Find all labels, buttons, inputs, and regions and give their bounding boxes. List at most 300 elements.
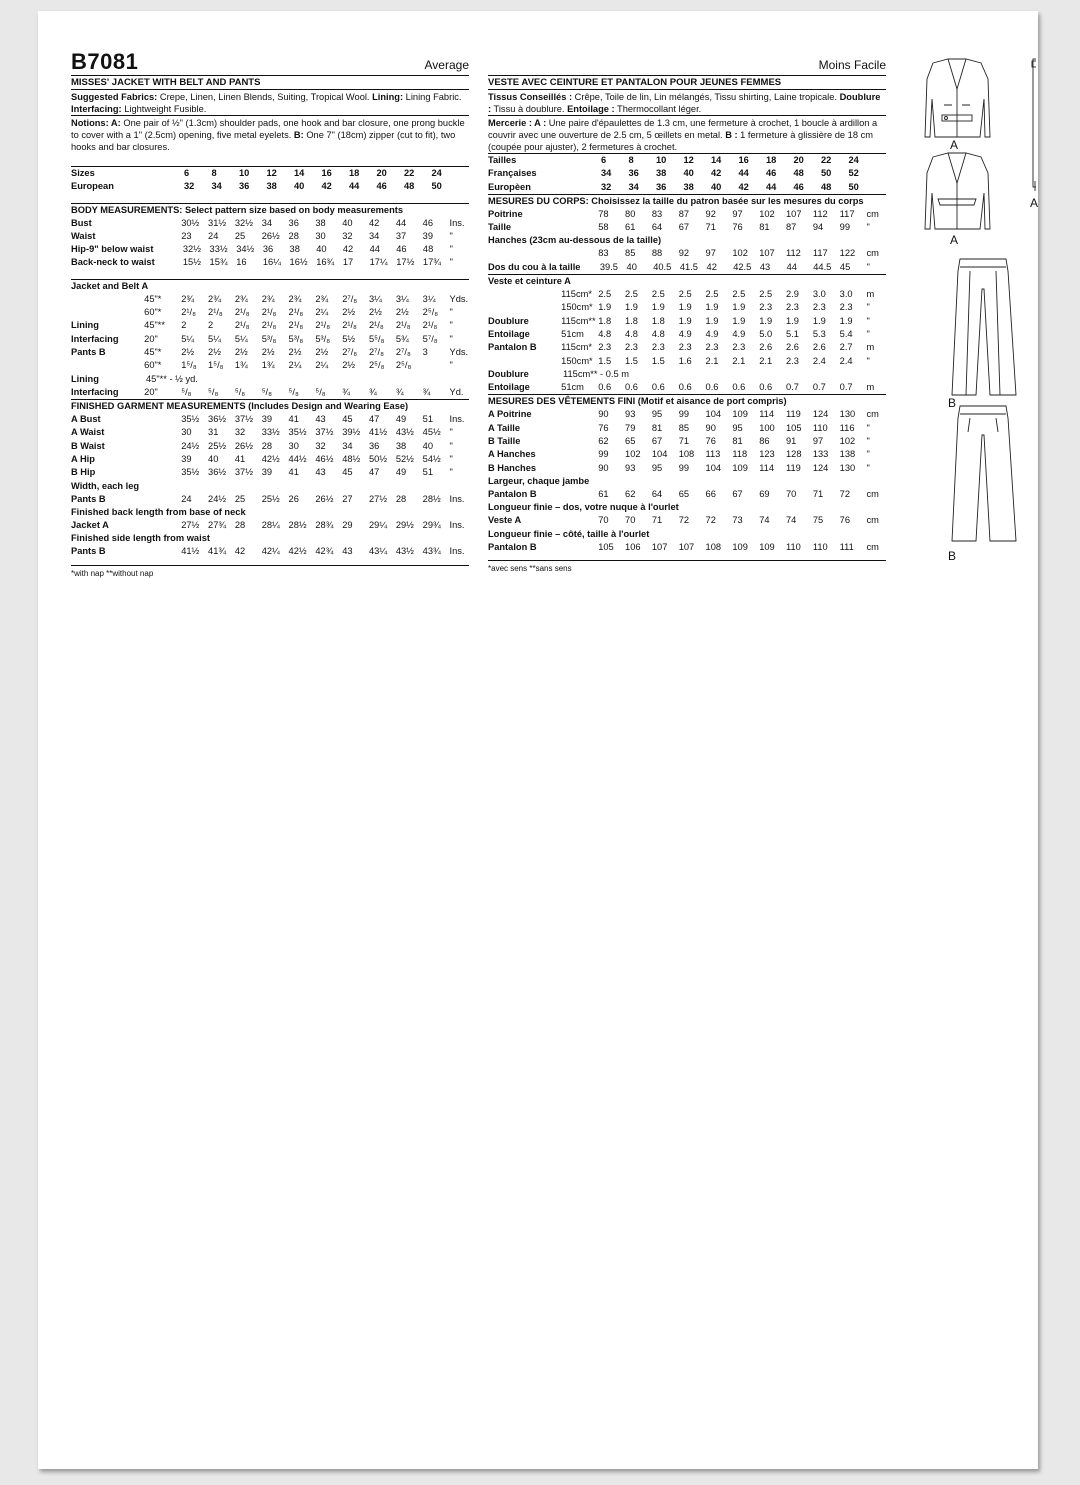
table-row: [71, 426, 469, 439]
row-label: Bust: [71, 217, 92, 228]
cell-value: 117: [839, 208, 855, 219]
cell-value: 48: [821, 181, 832, 192]
row-label: [71, 359, 144, 372]
cell-value: 2¹/₈: [288, 307, 304, 318]
cell-value: 2⁷/₈: [369, 346, 384, 357]
table-row: [71, 440, 469, 453]
cell-unit: ": [449, 244, 453, 255]
row-label: Pants B: [71, 346, 106, 357]
cell-value: 2½: [181, 346, 195, 357]
cell-value: 91: [786, 436, 797, 447]
cell-value: 2.5: [705, 289, 719, 300]
row-label: A Poitrine: [488, 409, 532, 420]
cell-value: 2¹/₈: [208, 307, 223, 318]
cell-value: ⁵/₈: [181, 386, 192, 397]
cell-value: 37½: [234, 414, 253, 425]
table-row: [71, 306, 469, 319]
cell-value: 24: [431, 168, 442, 178]
cell-value: 1.9: [678, 315, 692, 326]
cell-value: 76: [598, 422, 609, 433]
cell-value: 39: [261, 414, 273, 425]
cell-value: 104: [651, 449, 668, 460]
cell-value: 86: [759, 436, 770, 447]
cell-value: 2½: [288, 346, 302, 357]
cell-value: 34: [628, 181, 639, 192]
row-label: Pants B: [71, 493, 106, 504]
cell-value: 28¾: [315, 519, 334, 530]
cell-value: 128: [786, 449, 802, 460]
row-width: 20": [144, 386, 158, 397]
table-row: [488, 247, 886, 260]
row-label: Tailles: [488, 155, 517, 165]
cell-value: 2.3: [732, 342, 746, 353]
cell-value: 2½: [315, 346, 329, 357]
table-row: [488, 448, 886, 461]
cell-value: 99: [839, 222, 851, 233]
row-width: 45"*: [144, 293, 162, 304]
row-width: 51cm: [561, 382, 584, 393]
row-label: A Hanches: [488, 449, 536, 460]
row-label: [488, 288, 561, 301]
cell-value: 17¼: [369, 257, 388, 268]
cell-value: 5³/₈: [261, 333, 277, 344]
cell-value: 1.6: [678, 355, 692, 366]
cell-value: 0.6: [625, 382, 638, 393]
cell-value: 38: [683, 181, 694, 192]
cell-value: 2⁵/₈: [422, 307, 439, 318]
cell-value: 1.8: [598, 315, 612, 326]
cell-value: 2¾: [288, 293, 302, 304]
cell-value: 83: [651, 208, 663, 219]
cell-value: 44½: [288, 454, 307, 465]
cell-value: 48: [422, 244, 434, 255]
row-width: 45"*: [144, 346, 162, 357]
cell-value: 41¾: [208, 546, 227, 557]
row-label: Françaises: [488, 168, 537, 179]
body-measurements-table: [71, 203, 469, 270]
cell-unit: ": [449, 454, 453, 465]
row-label: Pantalon B: [488, 488, 537, 499]
cell-unit: ": [449, 230, 453, 241]
cell-unit: ": [866, 222, 870, 233]
english-column: [71, 51, 469, 578]
cell-value: 27¾: [208, 519, 227, 530]
cell-value: 16¼: [262, 257, 281, 268]
cell-value: 104: [705, 462, 722, 473]
sizes-table: [71, 166, 469, 194]
cell-value: 0.6: [651, 382, 665, 393]
cell-value: 2.3: [598, 342, 612, 353]
cell-value: 81: [759, 222, 770, 233]
cell-value: 33½: [261, 427, 280, 438]
jacket-sketch-belted: [925, 59, 990, 137]
cell-value: 30: [315, 230, 326, 241]
cell-value: 110: [812, 422, 828, 433]
cell-value: 44.5: [813, 261, 832, 272]
cell-value: 4.8: [625, 328, 638, 339]
cell-value: 70: [625, 515, 636, 526]
cell-value: 39.5: [599, 261, 618, 272]
row-label: [71, 306, 144, 319]
cell-value: 62: [598, 436, 609, 447]
pants-sketch-back: [952, 406, 1016, 541]
row-label: Veste A: [488, 515, 522, 526]
cell-value: 130: [839, 409, 856, 420]
cell-value: 2: [181, 320, 187, 331]
row-label: Waist: [71, 230, 96, 241]
cell-value: 0.6: [732, 382, 746, 393]
cell-value: 36: [288, 217, 299, 228]
cell-value: 71: [678, 436, 690, 447]
cell-value: 85: [678, 422, 690, 433]
cell-value: 1.9: [732, 302, 746, 313]
cell-value: ¾: [422, 386, 431, 397]
cell-value: 1.9: [598, 302, 612, 313]
table-row: [71, 359, 469, 372]
cell-value: 138: [839, 449, 856, 460]
row-width: 115cm*: [561, 342, 592, 353]
cell-value: 40: [208, 454, 219, 465]
cell-value: 4.8: [651, 328, 665, 339]
fabrics-text: Suggested Fabrics: Crepe, Linen, Linen Blends, Suiting, Tropical Wool. Lining: Lining Fabric. Interfacing: Lightweight Fusible.: [71, 92, 462, 114]
cell-value: 4.9: [705, 328, 719, 339]
cell-value: 65: [625, 436, 636, 447]
cell-value: 71: [705, 222, 716, 233]
row-label: Sizes: [71, 168, 95, 178]
cell-value: 48: [793, 168, 804, 179]
cell-value: 5³/₈: [288, 333, 304, 344]
cell-value: 2.1: [759, 355, 773, 366]
cell-value: 43½: [395, 427, 414, 438]
table-row: [71, 466, 469, 479]
cell-value: 16: [236, 257, 247, 268]
cell-value: 1.9: [812, 315, 826, 326]
cell-value: 46: [396, 244, 407, 255]
cell-value: 4.8: [598, 328, 612, 339]
cell-value: 25: [234, 493, 246, 504]
cell-value: ⁵/₈: [234, 386, 246, 397]
row-label: A Waist: [71, 427, 105, 438]
cell-value: 51: [422, 467, 434, 478]
cell-value: ⁵/₈: [261, 386, 272, 397]
row-width: 115cm**: [561, 315, 596, 326]
cell-value: 36: [656, 181, 667, 192]
cell-value: 32: [601, 181, 612, 192]
cell-unit: cm: [866, 208, 879, 219]
cell-value: 34: [601, 168, 612, 179]
cell-value: 43: [315, 467, 326, 478]
cell-value: 30: [288, 440, 299, 451]
cell-value: 95: [651, 409, 663, 420]
pattern-number: B7081: [71, 49, 139, 74]
cell-unit: Ins.: [449, 217, 465, 228]
table-row: [488, 221, 886, 234]
cell-value: 32: [184, 181, 195, 192]
cell-value: 30½: [181, 217, 200, 228]
cell-value: 41: [288, 467, 299, 478]
cell-value: 4.9: [678, 328, 692, 339]
cell-value: 44: [395, 217, 407, 228]
row-width: 45"**: [144, 320, 166, 331]
finished-measurements-table-fr: MESURES DES VÊTEMENTS FINI (Motif et aisance de port compris) A Poitrine 90 93 95 99 104 109 114 119 124 130 cm A Taille 76 79 81 85 90 95 100 105 110 116 " B Taille 62 65 67 71 76 81 86 91 97 102 " A Hanches 99 102 104 108 113 118 123 128 133 138 " B Hanches 90 93 95 99 104 109 114 119 124 130 " Largeur, chaque jambe Pantalon B 61 62 64 65 66 67 69 70 71 72 cm Longueur finie – dos, votre nuque à l'ourlet Veste A 70 70 71 72 72 73 74 74 75 76 cm Longueur finie – côté, taille à l'ourlet Pantalon B 105 106 107 107 108 109 109 110 110 111 cm: [488, 394, 886, 553]
cell-value: 130: [839, 462, 856, 473]
cell-unit: ": [449, 427, 453, 438]
row-label: Lining: [71, 320, 99, 331]
table-row: [71, 243, 469, 256]
cell-value: 35½: [181, 467, 200, 478]
cell-value: 50: [821, 168, 832, 179]
cell-value: 2¹/₈: [234, 307, 250, 318]
cell-value: 1¾: [261, 360, 275, 371]
cell-value: ⁵/₈: [208, 386, 219, 397]
cell-unit: ": [449, 333, 453, 344]
cell-value: 2.3: [786, 302, 799, 313]
cell-value: 2½: [395, 307, 409, 318]
cell-value: 0.7: [786, 382, 799, 393]
footnote-fr: *avec sens **sans sens: [488, 560, 886, 573]
cell-unit: ": [449, 467, 453, 478]
cell-value: 42¾: [315, 546, 334, 557]
cell-value: 2.3: [705, 342, 719, 353]
row-label: Jacket A: [71, 519, 109, 530]
cell-value: 28: [261, 440, 273, 451]
cell-value: 18: [349, 168, 360, 178]
row-label: Pantalon B: [488, 541, 537, 552]
cell-value: 108: [678, 449, 695, 460]
cell-value: 40: [683, 168, 694, 179]
row-label: Dos du cou à la taille: [488, 261, 581, 272]
cell-value: 0.7: [812, 382, 826, 393]
cell-value: 42: [711, 168, 722, 179]
cell-value: 2.4: [812, 355, 826, 366]
cell-value: 123: [759, 449, 775, 460]
cell-value: 0.6: [598, 382, 612, 393]
cell-value: 42: [321, 181, 332, 192]
cell-value: 109: [732, 541, 748, 552]
cell-value: 124: [812, 462, 829, 473]
row-width: 150cm*: [561, 355, 593, 366]
cell-value: 14: [711, 155, 722, 165]
cell-value: 100: [759, 422, 775, 433]
row-label: B Taille: [488, 436, 521, 447]
cell-value: 45: [342, 414, 353, 425]
cell-value: 42½: [261, 454, 280, 465]
cell-value: 43¼: [369, 546, 388, 557]
cell-value: 105: [598, 541, 614, 552]
table-row: [488, 422, 886, 435]
cell-value: 2.5: [732, 289, 746, 300]
cell-unit: ": [866, 422, 870, 433]
cell-value: 76: [732, 222, 743, 233]
cell-unit: cm: [866, 409, 879, 420]
table-row: [488, 408, 886, 421]
cell-value: 10: [656, 155, 667, 165]
row-label: Entoilage: [488, 328, 530, 339]
cell-value: 5¼: [208, 333, 221, 344]
cell-value: 2.5: [651, 289, 665, 300]
cell-unit: ": [449, 440, 453, 451]
table-row: [488, 488, 886, 501]
row-width: 20": [144, 333, 158, 344]
cell-value: 28: [234, 519, 246, 530]
cell-unit: cm: [866, 515, 879, 526]
cell-value: 25½: [261, 493, 280, 504]
cell-value: 40: [316, 244, 327, 255]
lining-b-row: Lining 45"** - ½ yd.: [71, 373, 198, 384]
cell-value: 47: [369, 414, 380, 425]
cell-value: 76: [705, 436, 716, 447]
cell-value: 0.7: [839, 382, 853, 393]
cell-value: 1.9: [625, 302, 638, 313]
table-row: [488, 462, 886, 475]
cell-value: 1.5: [625, 355, 638, 366]
table-row: [488, 208, 886, 221]
cell-value: 44: [738, 168, 749, 179]
yardage-table-fr: Veste et ceinture A 115cm* 2.5 2.5 2.5 2.5 2.5 2.5 2.5 2.9 3.0 3.0 m 150cm* 1.9 1.9 1.9 1.9 1.9 1.9 2.3 2.3 2.3 2.3 " Doublure 115cm** 1.8 1.8 1.8 1.9 1.9 1.9 1.9 1.9 1.9 1.9 " Entoilage 51cm 4.8 4.8 4.8 4.9 4.9 4.9 5.0 5.1 5.3 5.4 " Pantalon B 115cm* 2.3 2.3 2.3 2.3 2.3 2.3 2.6 2.6 2.6 2.7 m 150cm* 1.5 1.5 1.5 1.6 2.1 2.1 2.1 2.3 2.4 2.4 " Doublure 115cm** - 0.5 m Entoilage 51cm 0.6 0.6 0.6 0.6 0.6 0.6 0.6 0.7 0.7 0.7 m: [488, 274, 886, 394]
cell-value: 64: [651, 222, 663, 233]
cell-value: 2¹/₈: [422, 320, 438, 331]
table-row: [488, 288, 886, 301]
sketch-label-pants-2: B: [948, 549, 957, 563]
cell-value: 18: [766, 155, 777, 165]
cell-value: 2¾: [234, 293, 248, 304]
cell-value: 49: [395, 414, 407, 425]
cell-value: 16¾: [316, 257, 335, 268]
cell-value: 2¹/₈: [395, 320, 411, 331]
cell-value: 32: [342, 230, 353, 241]
cell-value: 65: [678, 488, 690, 499]
table-row: [71, 180, 469, 193]
cell-value: 24½: [208, 493, 227, 504]
cell-value: 5.0: [759, 328, 773, 339]
difficulty-level-fr: Moins Facile: [818, 58, 886, 72]
cell-value: 70: [786, 488, 797, 499]
cell-unit: ": [866, 261, 870, 272]
cell-value: 40: [711, 181, 722, 192]
cell-value: 33½: [209, 244, 228, 255]
cell-value: 32½: [182, 244, 201, 255]
header-fr: [488, 51, 886, 73]
cell-value: 43: [759, 261, 771, 272]
cell-value: 72: [839, 488, 851, 499]
cell-value: 2⁵/₈: [369, 360, 385, 371]
cell-unit: Ins.: [449, 519, 465, 530]
sketch-label-jacket-2: A: [950, 233, 959, 247]
cell-value: 41½: [369, 427, 388, 438]
cell-value: 39: [181, 454, 192, 465]
table-row: [488, 355, 886, 368]
cell-value: 48½: [342, 454, 361, 465]
cell-value: 40.5: [653, 261, 672, 272]
cell-value: 2½: [234, 346, 248, 357]
cell-unit: m: [866, 342, 875, 353]
cell-value: 2.1: [705, 355, 719, 366]
cell-value: 90: [598, 462, 609, 473]
table-row: [488, 541, 886, 554]
cell-value: 41: [234, 454, 246, 465]
cell-value: 29½: [395, 519, 414, 530]
cell-value: 2¹/₈: [342, 320, 357, 331]
cell-value: 29¾: [422, 519, 441, 530]
cell-value: 2.3: [625, 342, 638, 353]
cell-value: 45½: [422, 427, 441, 438]
cell-value: 15½: [182, 257, 201, 268]
row-label: [488, 247, 561, 260]
cell-value: 2.4: [839, 355, 853, 366]
cell-value: 99: [678, 409, 690, 420]
cell-value: 2.3: [812, 302, 826, 313]
cell-value: 1.9: [839, 315, 853, 326]
table-row: [71, 333, 469, 346]
cell-value: ⁵/₈: [288, 386, 299, 397]
row-label: [488, 301, 561, 314]
table-row: [71, 256, 469, 269]
row-label: B Hanches: [488, 462, 537, 473]
cell-value: 2.1: [732, 355, 746, 366]
cell-value: 73: [732, 515, 743, 526]
cell-value: 44: [766, 181, 777, 192]
cell-value: 122: [839, 248, 856, 259]
cell-value: 43: [342, 546, 353, 557]
row-label: Back-neck to waist: [71, 257, 155, 268]
cell-unit: Yd.: [449, 386, 464, 397]
technical-sketches: [908, 49, 1039, 579]
cell-value: 2.3: [651, 342, 665, 353]
cell-value: 20: [793, 155, 804, 165]
cell-value: 28: [288, 230, 299, 241]
table-row: [488, 167, 886, 180]
cell-unit: ": [866, 449, 870, 460]
cell-value: 2.5: [598, 289, 612, 300]
cell-value: 1.9: [705, 302, 719, 313]
cell-value: 1.9: [705, 315, 719, 326]
notions-text: Notions: A: One pair of ½" (1.3cm) shoulder pads, one hook and bar closure, one prong buckle to cover with a 1" (2.5cm) opening, five metal eyelets. B: One 7" (18cm) zipper (cut to fit), two hooks and bar closures.: [71, 118, 465, 152]
cell-value: 1.8: [651, 315, 665, 326]
cell-value: 3¼: [369, 293, 382, 304]
cell-value: 2¾: [208, 293, 221, 304]
cell-value: 62: [625, 488, 636, 499]
cell-value: 2¹/₈: [315, 320, 331, 331]
cell-unit: ": [449, 257, 453, 268]
cell-value: 24: [208, 230, 219, 241]
cell-value: 5.3: [812, 328, 826, 339]
cell-value: 81: [732, 436, 743, 447]
row-label: B Waist: [71, 440, 105, 451]
cell-value: 36½: [208, 467, 227, 478]
cell-value: 43: [315, 414, 326, 425]
cell-value: 27½: [369, 493, 388, 504]
cell-value: 8: [628, 155, 634, 165]
cell-value: 38: [315, 217, 326, 228]
cell-value: 16½: [289, 257, 308, 268]
cell-value: 34: [211, 181, 222, 192]
cell-value: 109: [732, 409, 748, 420]
cell-unit: ": [449, 320, 453, 331]
row-label: Pants B: [71, 546, 106, 557]
cell-value: 50½: [369, 454, 388, 465]
cell-unit: ": [866, 462, 870, 473]
cell-value: 5¼: [234, 333, 248, 344]
cell-value: 50: [848, 181, 859, 192]
cell-value: ¾: [369, 386, 377, 397]
table-row: [71, 493, 469, 506]
cell-value: 76: [839, 515, 851, 526]
cell-value: ⁵/₈: [315, 386, 326, 397]
row-label: Entoilage: [488, 382, 530, 393]
cell-value: 14: [294, 168, 305, 178]
cell-value: 5.1: [786, 328, 799, 339]
cell-value: 39: [422, 230, 434, 241]
